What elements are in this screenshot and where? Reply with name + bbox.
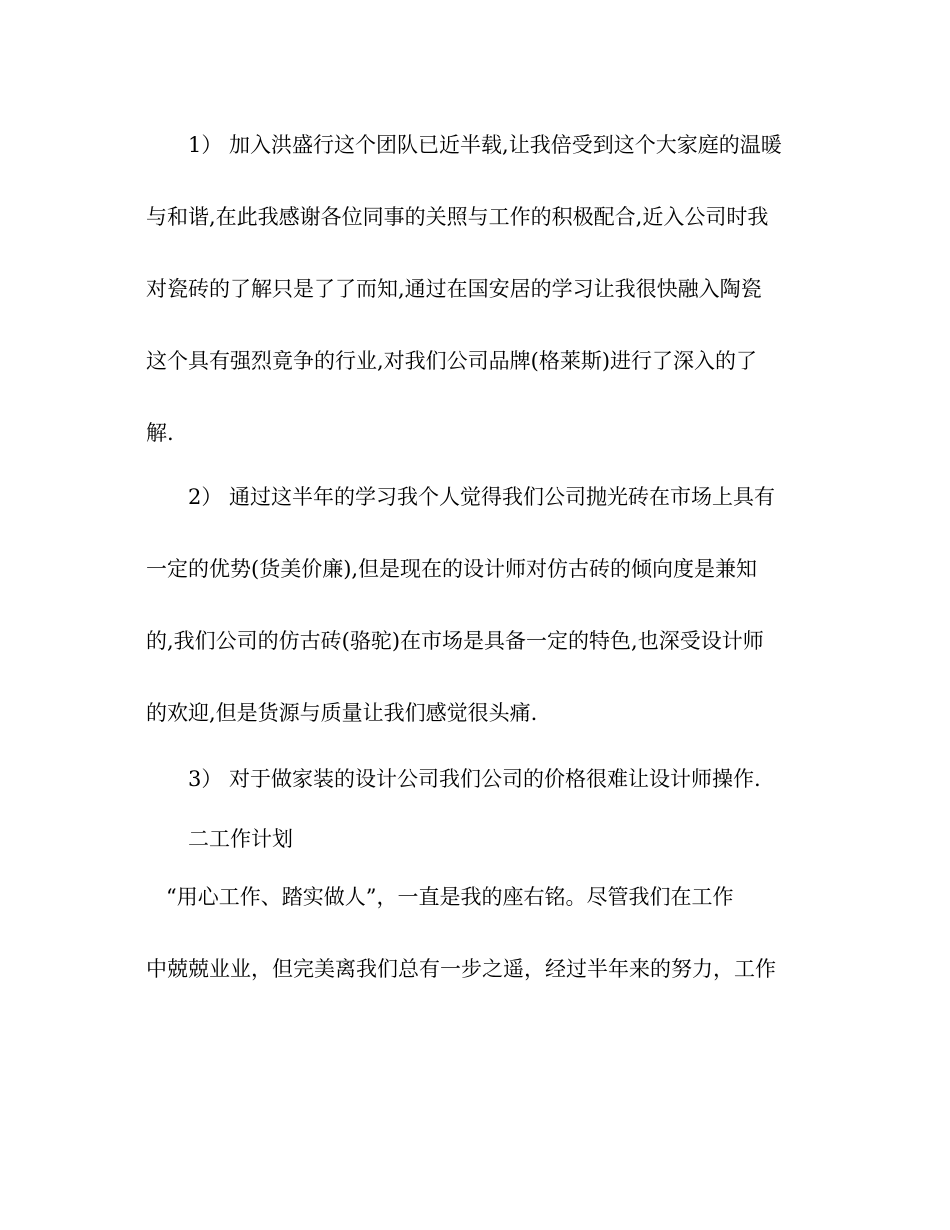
paragraph-2-line-4: 的欢迎,但是货源与质量让我们感觉很头痛. — [146, 701, 538, 725]
paragraph-2-line-3: 的,我们公司的仿古砖(骆驼)在市场是具备一定的特色,也深受设计师 — [146, 629, 764, 653]
paragraph-2-line-1: 2） 通过这半年的学习我个人觉得我们公司抛光砖在市场上具有 — [188, 485, 776, 509]
paragraph-1-line-4: 这个具有强烈竟争的行业,对我们公司品牌(格莱斯)进行了深入的了 — [146, 349, 758, 373]
paragraph-2-line-2: 一定的优势(货美价廉),但是现在的设计师对仿古砖的倾向度是兼知 — [146, 557, 758, 581]
paragraph-1-line-1: 1） 加入洪盛行这个团队已近半载,让我倍受到这个大家庭的温暖 — [188, 133, 782, 157]
paragraph-1-line-2: 与和谐,在此我感谢各位同事的关照与工作的积极配合,近入公司时我 — [146, 205, 769, 229]
paragraph-1-line-3: 对瓷砖的了解只是了了而知,通过在国安居的学习让我很快融入陶瓷 — [146, 277, 762, 301]
paragraph-4-line-2: 中兢兢业业，但完美离我们总有一步之遥，经过半年来的努力，工作 — [146, 957, 776, 981]
paragraph-1-line-5: 解. — [146, 421, 174, 445]
paragraph-4-line-1: “用心工作、踏实做人”，一直是我的座右铭。尽管我们在工作 — [166, 885, 734, 909]
section-heading: 二工作计划 — [188, 827, 293, 851]
paragraph-3-line-1: 3） 对于做家装的设计公司我们公司的价格很难让设计师操作. — [188, 767, 761, 791]
